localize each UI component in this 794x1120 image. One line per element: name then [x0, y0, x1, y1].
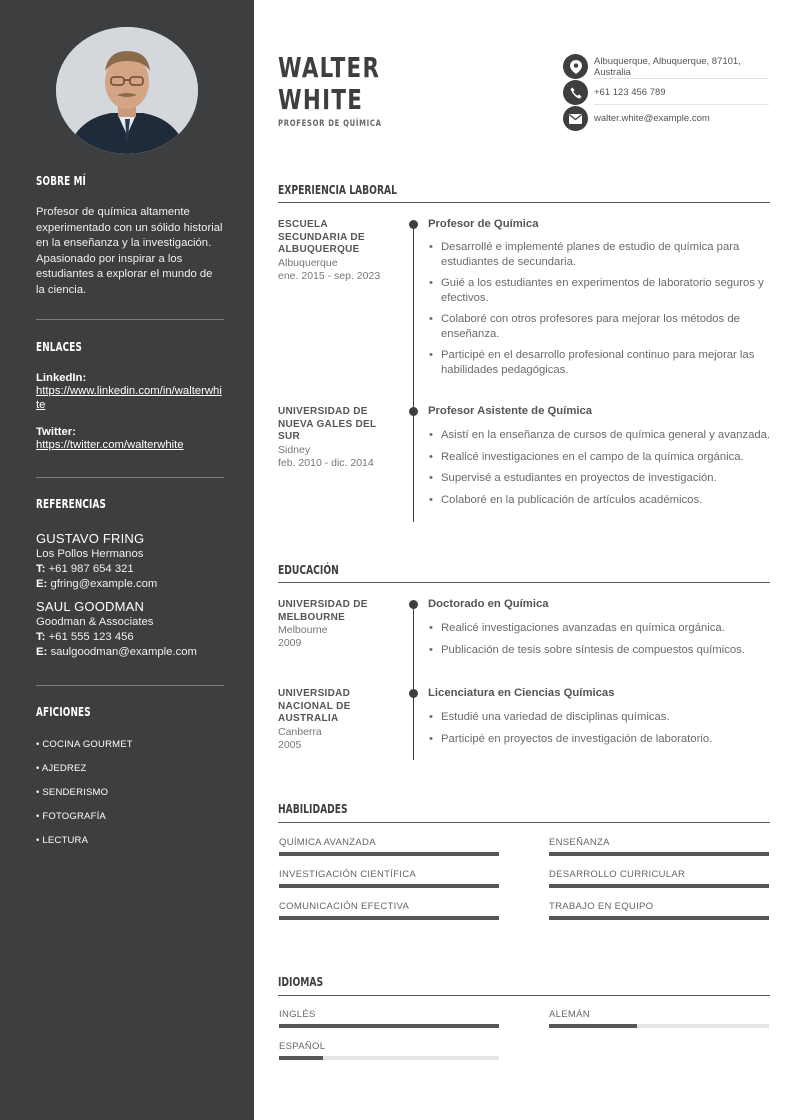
graduation-year: 2005: [278, 738, 302, 751]
phone-text: +61 123 456 789: [594, 87, 666, 98]
education-org-block: [278, 599, 393, 650]
language-bar-fill: [549, 1024, 637, 1028]
section-rule: [278, 822, 770, 823]
skill-name: COMUNICACIÓN EFECTIVA: [279, 901, 410, 912]
reference-company: Goodman & Associates: [36, 616, 154, 628]
institution-name: UNIVERSIDAD DE MELBOURNE: [278, 599, 368, 623]
link-label: Twitter:: [36, 426, 76, 438]
role-title: Profesor de Química: [428, 218, 539, 230]
language-item: [279, 1041, 499, 1052]
hobbies-list: [36, 739, 224, 859]
skill-item: [279, 869, 499, 880]
language-bar: [549, 1024, 769, 1028]
timeline-dot: [409, 220, 418, 229]
language-item: [549, 1009, 769, 1020]
skill-bar: [279, 884, 499, 888]
skill-bar: [279, 852, 499, 856]
skill-bar-fill: [549, 884, 769, 888]
language-name: ESPAÑOL: [279, 1041, 326, 1052]
skill-name: QUÍMICA AVANZADA: [279, 837, 376, 848]
language-bar-fill: [279, 1056, 323, 1060]
list-item: • Desarrollé e implementé planes de estudio de química para estudiantes de secundaria.: [428, 240, 773, 269]
list-item: • Asistí en la enseñanza de cursos de química general y avanzada.: [428, 428, 773, 443]
reference-phone: T: +61 555 123 456: [36, 631, 134, 643]
timeline-dot: [409, 689, 418, 698]
email-text[interactable]: walter.white@example.com: [594, 113, 710, 124]
institution-location: Melbourne: [278, 624, 328, 636]
skill-item: [279, 837, 499, 848]
reference-item: [36, 599, 224, 658]
language-item: [279, 1009, 499, 1020]
organization-location: Sidney: [278, 443, 311, 456]
reference-name: SAUL GOODMAN: [36, 599, 145, 614]
organization-location: Albuquerque: [278, 256, 338, 269]
language-bar-fill: [279, 1024, 499, 1028]
reference-phone: T: +61 987 654 321: [36, 563, 134, 575]
address-text: Albuquerque, Albuquerque, 87101, Australia: [594, 56, 741, 78]
section-rule: [278, 995, 770, 996]
sidebar-divider: [36, 319, 224, 320]
date-range: feb. 2010 - dic. 2014: [278, 456, 374, 469]
education-heading: EDUCACIÓN: [278, 563, 339, 577]
institution-name: UNIVERSIDAD NACIONAL DE AUSTRALIA: [278, 688, 351, 724]
organization-name: UNIVERSIDAD DE NUEVA GALES DEL SUR: [278, 406, 377, 442]
hobby-item: • COCINA GOURMET: [36, 739, 133, 750]
hobby-item: • AJEDREZ: [36, 763, 87, 774]
responsibility-list: [428, 240, 773, 384]
list-item: • Publicación de tesis sobre síntesis de compuestos químicos.: [428, 643, 773, 658]
experience-org-block: [278, 219, 393, 283]
section-rule: [278, 202, 770, 203]
list-item: • Colaboré en la publicación de artículos académicos.: [428, 493, 773, 508]
hobbies-heading: AFICIONES: [36, 705, 91, 719]
envelope-icon: [563, 106, 588, 131]
experience-org-block: [278, 406, 393, 470]
education-detail-list: [428, 710, 773, 753]
skill-name: DESARROLLO CURRICULAR: [549, 869, 686, 880]
skill-item: [279, 901, 499, 912]
list-item: • Participé en el desarrollo profesional continuo para mejorar las habilidades pedagógicas.: [428, 348, 773, 377]
list-item: • Colaboré con otros profesores para mejorar los métodos de enseñanza.: [428, 312, 773, 341]
education-detail-list: [428, 621, 773, 664]
skill-bar-fill: [549, 916, 769, 920]
role-title: Profesor Asistente de Química: [428, 405, 593, 417]
section-rule: [278, 582, 770, 583]
language-bar: [279, 1024, 499, 1028]
sidebar-divider: [36, 477, 224, 478]
linkedin-link[interactable]: https://www.linkedin.com/in/walterwhite: [36, 385, 222, 411]
references-section: [36, 497, 224, 658]
contact-divider: [594, 78, 769, 79]
skill-bar-fill: [279, 916, 499, 920]
reference-name: GUSTAVO FRING: [36, 531, 145, 546]
list-item: • Realicé investigaciones avanzadas en química orgánica.: [428, 621, 773, 636]
phone-icon: [563, 80, 588, 105]
reference-item: [36, 531, 224, 590]
skill-item: [549, 901, 769, 912]
reference-company: Los Pollos Hermanos: [36, 548, 144, 560]
organization-name: ESCUELA SECUNDARIA DE ALBUQUERQUE: [278, 219, 365, 255]
references-heading: REFERENCIAS: [36, 497, 107, 511]
list-item: • Participé en proyectos de investigación de laboratorio.: [428, 732, 773, 747]
links-section: [36, 340, 224, 452]
skill-bar: [279, 916, 499, 920]
skill-name: TRABAJO EN EQUIPO: [549, 901, 654, 912]
language-bar: [279, 1056, 499, 1060]
link-twitter: [36, 426, 224, 452]
experience-heading: EXPERIENCIA LABORAL: [278, 183, 397, 197]
experience-timeline: [413, 222, 414, 522]
job-title: PROFESOR DE QUÍMICA: [278, 119, 382, 129]
timeline-dot: [409, 600, 418, 609]
degree-title: Doctorado en Química: [428, 598, 549, 610]
skill-item: [549, 869, 769, 880]
first-name: WALTER: [278, 51, 381, 84]
skills-heading: HABILIDADES: [278, 802, 348, 816]
skill-bar: [549, 884, 769, 888]
sidebar: [0, 0, 254, 1120]
date-range: ene. 2015 - sep. 2023: [278, 269, 381, 282]
language-name: ALEMÁN: [549, 1009, 590, 1020]
timeline-dot: [409, 407, 418, 416]
skill-bar: [549, 852, 769, 856]
responsibility-list: [428, 428, 773, 514]
about-heading: SOBRE MÍ: [36, 174, 87, 188]
degree-title: Licenciatura en Ciencias Químicas: [428, 687, 615, 699]
hobbies-section: [36, 705, 224, 859]
skill-bar-fill: [279, 852, 499, 856]
last-name: WHITE: [278, 83, 364, 116]
about-section: [36, 174, 224, 299]
links-heading: ENLACES: [36, 340, 83, 354]
contact-address: [563, 54, 769, 82]
hobby-item: • LECTURA: [36, 835, 89, 846]
contact-phone: [563, 80, 769, 106]
twitter-link[interactable]: https://twitter.com/walterwhite: [36, 439, 184, 451]
skill-item: [549, 837, 769, 848]
languages-heading: IDIOMAS: [278, 975, 324, 989]
skill-bar-fill: [279, 884, 499, 888]
contact-divider: [594, 104, 769, 105]
list-item: • Realicé investigaciones en el campo de la química orgánica.: [428, 450, 773, 465]
reference-email: E: gfring@example.com: [36, 578, 158, 590]
list-item: • Guié a los estudiantes en experimentos de laboratorio seguros y efectivos.: [428, 276, 773, 305]
skill-name: ENSEÑANZA: [549, 837, 610, 848]
full-name: [278, 52, 380, 116]
institution-location: Canberra: [278, 725, 322, 738]
hobby-item: • FOTOGRAFÍA: [36, 811, 106, 822]
profile-photo: [56, 27, 198, 154]
skill-name: INVESTIGACIÓN CIENTÍFICA: [279, 869, 417, 880]
location-pin-icon: [563, 54, 588, 79]
language-name: INGLÉS: [279, 1009, 316, 1020]
about-text: Profesor de química altamente experimentado con un sólido historial en la enseñanza y la investigación. Apasionado por inspirar a los estudiantes a explorar el mundo de la ciencia.: [36, 206, 223, 296]
education-org-block: [278, 688, 393, 752]
sidebar-divider: [36, 685, 224, 686]
link-label: LinkedIn:: [36, 372, 87, 384]
reference-email: E: saulgoodman@example.com: [36, 646, 197, 658]
graduation-year: 2009: [278, 637, 302, 649]
list-item: • Supervisé a estudiantes en proyectos de investigación.: [428, 471, 773, 486]
list-item: • Estudié una variedad de disciplinas químicas.: [428, 710, 773, 725]
skill-bar: [549, 916, 769, 920]
skill-bar-fill: [549, 852, 769, 856]
contact-email: [563, 106, 769, 132]
link-linkedin: [36, 372, 224, 412]
education-timeline: [413, 602, 414, 760]
hobby-item: • SENDERISMO: [36, 787, 109, 798]
